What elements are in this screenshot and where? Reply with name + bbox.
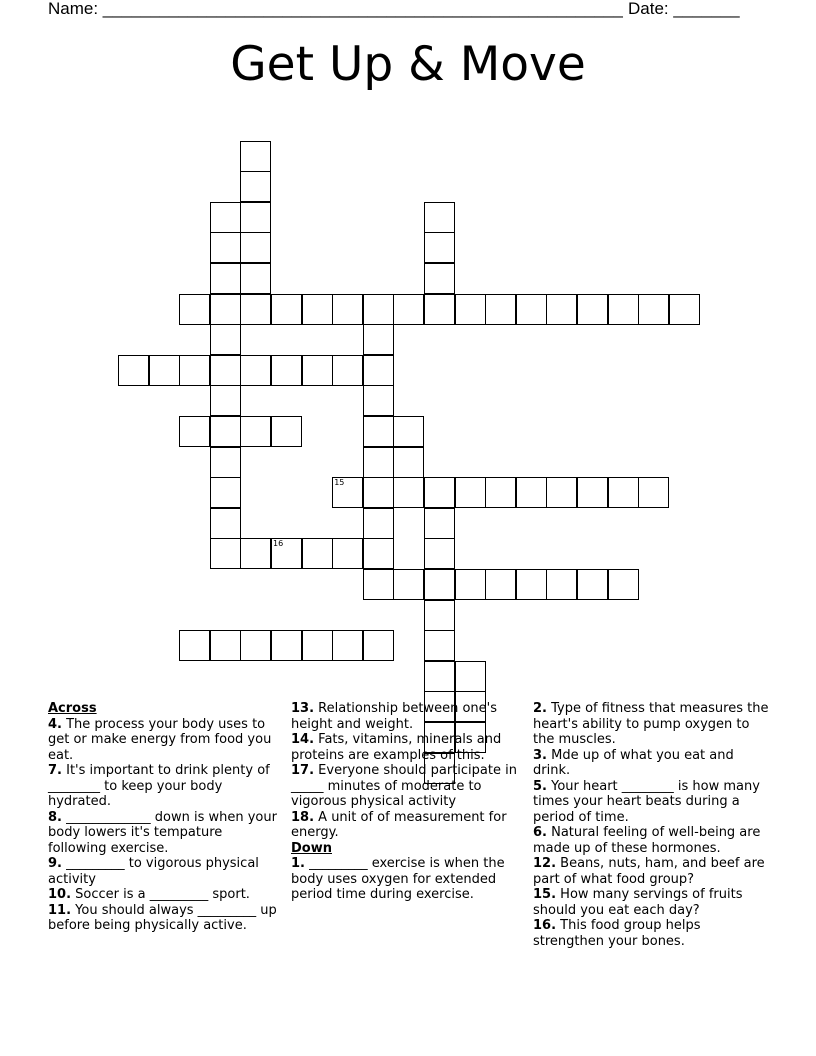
clue-item-text: Natural feeling of well-being are made up of these hormones. [533,825,761,856]
grid-cell[interactable] [240,263,271,294]
grid-cell[interactable] [210,416,241,447]
grid-cell[interactable] [240,141,271,172]
clue-item [533,701,769,748]
clue-item [291,763,519,810]
clue-item [291,856,519,903]
grid-cell[interactable] [608,294,639,325]
grid-cell[interactable] [210,447,241,478]
grid-cell[interactable] [363,630,394,661]
clues-column-3 [533,701,769,949]
name-field-label[interactable]: Name: _______________________________________________________ [48,0,623,18]
grid-cell[interactable] [424,661,455,692]
clue-item [291,810,519,841]
grid-cell[interactable] [363,416,394,447]
grid-cell[interactable] [577,569,608,600]
grid-cell[interactable] [577,294,608,325]
clue-item-text: Type of fitness that measures the heart's ability to pump oxygen to the muscles. [533,701,769,747]
clue-item [291,732,519,763]
grid-cell[interactable] [608,477,639,508]
grid-cell[interactable] [210,202,241,233]
clue-item [533,918,769,949]
grid-cell[interactable] [363,477,394,508]
clue-item-text: It's important to drink plenty of ________ to keep your body hydrated. [48,763,270,809]
clue-number: 15 [334,478,345,488]
grid-cell[interactable] [271,538,302,569]
clue-item-text: Fats, vitamins, minerals and proteins are examples of this. [291,732,502,763]
clues-column-1 [48,701,278,934]
grid-cell[interactable] [455,569,486,600]
grid-cell[interactable] [332,355,363,386]
grid-cell[interactable] [210,232,241,263]
grid-cell[interactable] [179,416,210,447]
grid-cell[interactable] [302,538,333,569]
grid-cell[interactable] [424,600,455,631]
clue-item-text: How many servings of fruits should you eat each day? [533,887,743,918]
grid-cell[interactable] [577,477,608,508]
grid-cell[interactable] [210,630,241,661]
grid-cell[interactable] [240,294,271,325]
grid-cell[interactable] [179,355,210,386]
clue-item-text: _________ exercise is when the body uses oxygen for extended period time during exercise. [291,856,505,902]
clue-item-number: 9. [48,856,62,871]
clue-item-text: This food group helps strengthen your bones. [533,918,701,949]
grid-cell[interactable] [271,355,302,386]
clue-item-text: _________ to vigorous physical activity [48,856,259,887]
clue-item-number: 2. [533,701,547,716]
clue-item [291,701,519,732]
clue-item [48,763,278,810]
clue-item [48,903,278,934]
grid-cell[interactable] [546,294,577,325]
grid-cell[interactable] [240,630,271,661]
grid-cell[interactable] [332,538,363,569]
date-field-label[interactable]: Date: _______ [628,0,740,18]
grid-cell[interactable] [424,477,455,508]
clue-item-number: 6. [533,825,547,840]
clue-item-number: 16. [533,918,557,933]
grid-cell[interactable] [485,294,516,325]
grid-cell[interactable] [363,324,394,355]
grid-cell[interactable] [240,538,271,569]
grid-cell[interactable] [393,416,424,447]
clue-item [533,748,769,779]
grid-cell[interactable] [332,630,363,661]
clue-item-number: 4. [48,716,62,732]
grid-cell[interactable] [363,508,394,539]
grid-cell[interactable] [516,294,547,325]
clue-item-number: 15. [533,887,557,902]
clue-item-text: Beans, nuts, ham, and beef are part of what food group? [533,856,765,887]
grid-cell[interactable] [424,263,455,294]
grid-cell[interactable] [485,569,516,600]
grid-cell[interactable] [179,294,210,325]
clue-item [48,717,278,764]
clue-item [533,779,769,826]
grid-cell[interactable] [546,477,577,508]
clue-item-text: A unit of of measurement for energy. [291,809,507,840]
page-title: Get Up & Move [230,37,586,92]
grid-cell[interactable] [240,202,271,233]
clue-item-number: 1. [291,856,305,871]
grid-cell[interactable] [240,416,271,447]
grid-cell[interactable] [240,171,271,202]
grid-cell[interactable] [393,477,424,508]
grid-cell[interactable] [608,569,639,600]
clue-item-text: Relationship between one's height and weight. [291,701,497,732]
grid-cell[interactable] [424,232,455,263]
grid-cell[interactable] [179,630,210,661]
grid-cell[interactable] [363,447,394,478]
clue-item-text: Soccer is a _________ sport. [71,887,250,902]
clue-item-number: 17. [291,763,315,778]
grid-cell[interactable] [424,569,455,600]
grid-cell[interactable] [210,508,241,539]
grid-cell[interactable] [210,263,241,294]
grid-cell[interactable] [516,569,547,600]
clues-column-2 [291,701,519,903]
clue-item [48,810,278,857]
clue-item [533,825,769,856]
grid-cell[interactable] [210,477,241,508]
grid-cell[interactable] [302,630,333,661]
grid-cell[interactable] [424,294,455,325]
grid-cell[interactable] [210,324,241,355]
clue-item-text: Mde up of what you eat and drink. [533,747,734,778]
grid-cell[interactable] [455,294,486,325]
grid-cell[interactable] [363,569,394,600]
grid-cell[interactable] [638,294,669,325]
clue-item-number: 11. [48,902,72,918]
grid-cell[interactable] [149,355,180,386]
clue-item-number: 12. [533,856,557,871]
grid-cell[interactable] [485,477,516,508]
grid-cell[interactable] [669,294,700,325]
grid-cell[interactable] [210,385,241,416]
grid-cell[interactable] [210,355,241,386]
clue-number: 16 [273,539,284,549]
grid-cell[interactable] [516,477,547,508]
grid-cell[interactable] [393,569,424,600]
clue-item-number: 18. [291,809,315,825]
grid-cell[interactable] [302,294,333,325]
clue-item-number: 10. [48,887,72,902]
clue-item-text: _____________ down is when your body lowers it's tempature following exercise. [48,809,277,856]
grid-cell[interactable] [240,355,271,386]
grid-cell[interactable] [240,232,271,263]
clue-item-number: 13. [291,701,315,716]
grid-cell[interactable] [332,294,363,325]
grid-cell[interactable] [455,477,486,508]
clue-item-number: 8. [48,809,62,825]
grid-cell[interactable] [424,202,455,233]
clue-section-heading: Across [48,701,97,716]
clue-item-text: Your heart ________ is how many times your heart beats during a period of time. [533,778,760,825]
clue-item [48,887,278,903]
grid-cell[interactable] [393,447,424,478]
grid-cell[interactable] [393,294,424,325]
grid-cell[interactable] [271,630,302,661]
grid-cell[interactable] [424,508,455,539]
clue-item-text: The process your body uses to get or make energy from food you eat. [48,716,272,763]
grid-cell[interactable] [332,477,363,508]
clue-section-heading: Down [291,840,332,856]
clue-item [533,856,769,887]
grid-cell[interactable] [271,416,302,447]
grid-cell[interactable] [638,477,669,508]
clue-item-number: 7. [48,763,62,778]
grid-cell[interactable] [210,294,241,325]
grid-cell[interactable] [424,538,455,569]
grid-cell[interactable] [363,385,394,416]
grid-cell[interactable] [363,538,394,569]
grid-cell[interactable] [271,294,302,325]
grid-cell[interactable] [455,661,486,692]
grid-cell[interactable] [302,355,333,386]
clue-item-number: 5. [533,778,547,794]
clue-item-number: 14. [291,732,315,747]
grid-cell[interactable] [424,630,455,661]
grid-cell[interactable] [546,569,577,600]
clue-item-text: You should always _________ up before being physically active. [48,902,277,933]
clue-item-text: Everyone should participate in _____ minutes of moderate to vigorous physical activity [291,763,517,809]
clue-item [533,887,769,918]
clue-item [48,856,278,887]
grid-cell[interactable] [363,355,394,386]
grid-cell[interactable] [118,355,149,386]
clue-item-number: 3. [533,747,547,763]
grid-cell[interactable] [363,294,394,325]
grid-cell[interactable] [210,538,241,569]
